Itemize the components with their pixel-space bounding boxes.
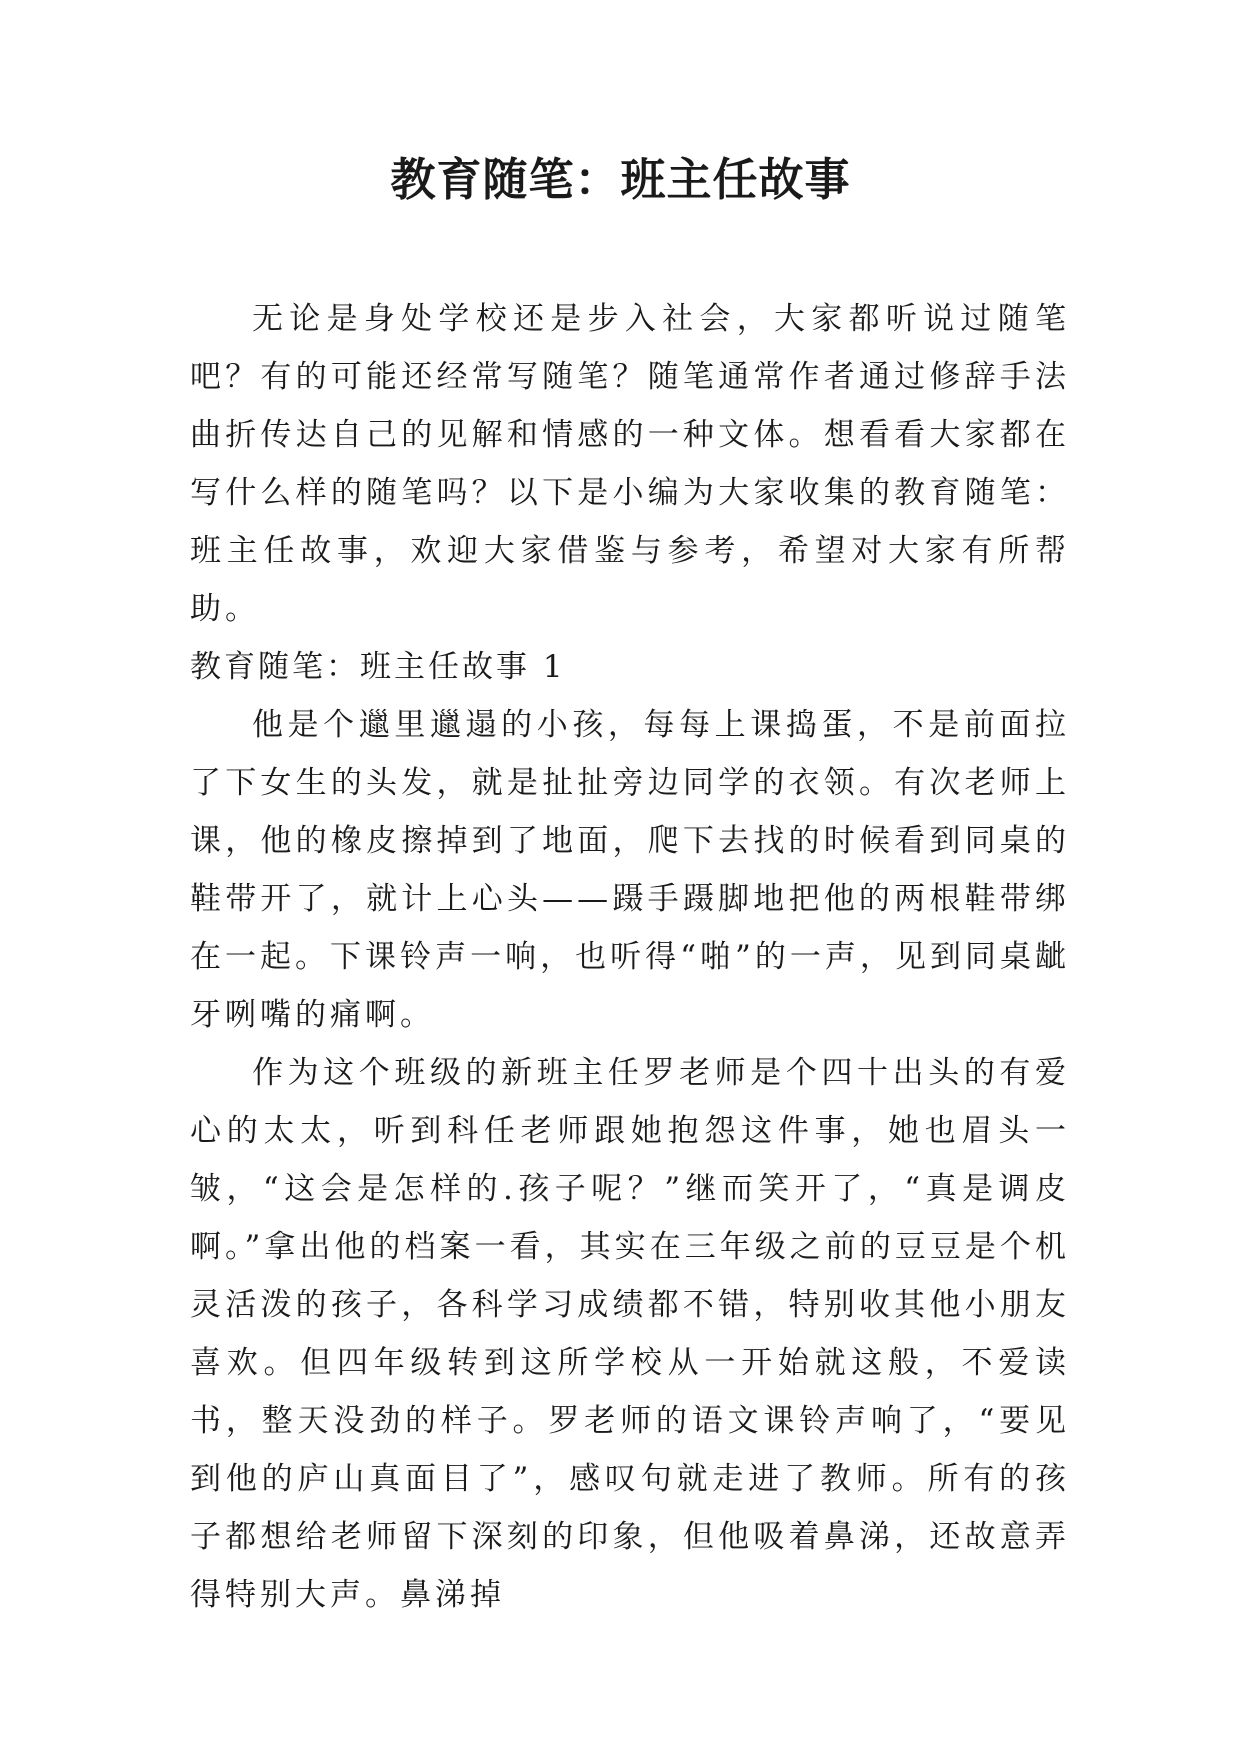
story-paragraph-2: 作为这个班级的新班主任罗老师是个四十出头的有爱心的太太，听到科任老师跟她抱怨这件事，她也眉头一皱，“这会是怎样的.孩子呢？”继而笑开了，“真是调皮啊。”拿出他的档案一看，其实在三年级之前的豆豆是个机灵活泼的孩子，各科学习成绩都不错，特别收其他小朋友喜欢。但四年级转到这所学校从一开始就这般，不爱读书，整天没劲的样子。罗老师的语文课铃声响了，“要见到他的庐山真面目了”，感叹句就走进了教师。所有的孩子都想给老师留下深刻的印象，但他吸着鼻涕，还故意弄得特别大声。鼻涕掉 <box>190 1055 1070 1613</box>
story-paragraph-1: 他是个邋里邋遢的小孩，每每上课捣蛋，不是前面拉了下女生的头发，就是扯扯旁边同学的衣领。有次老师上课，他的橡皮擦掉到了地面，爬下去找的时候看到同桌的鞋带开了，就计上心头——蹑手蹑脚地把他的两根鞋带绑在一起。下课铃声一响，也听得“啪”的一声，见到同桌龇牙咧嘴的痛啊。 <box>190 707 1070 1033</box>
intro-section <box>190 290 1070 638</box>
story-section <box>190 696 1070 1624</box>
document-title: 教育随笔：班主任故事 <box>390 153 851 206</box>
section-heading: 教育随笔：班主任故事 1 <box>190 649 566 685</box>
intro-paragraph: 无论是身处学校还是步入社会，大家都听说过随笔吧？有的可能还经常写随笔？随笔通常作者通过修辞手法曲折传达自己的见解和情感的一种文体。想看看大家都在写什么样的随笔吗？以下是小编为大家收集的教育随笔：班主任故事，欢迎大家借鉴与参考，希望对大家有所帮助。 <box>190 301 1070 627</box>
